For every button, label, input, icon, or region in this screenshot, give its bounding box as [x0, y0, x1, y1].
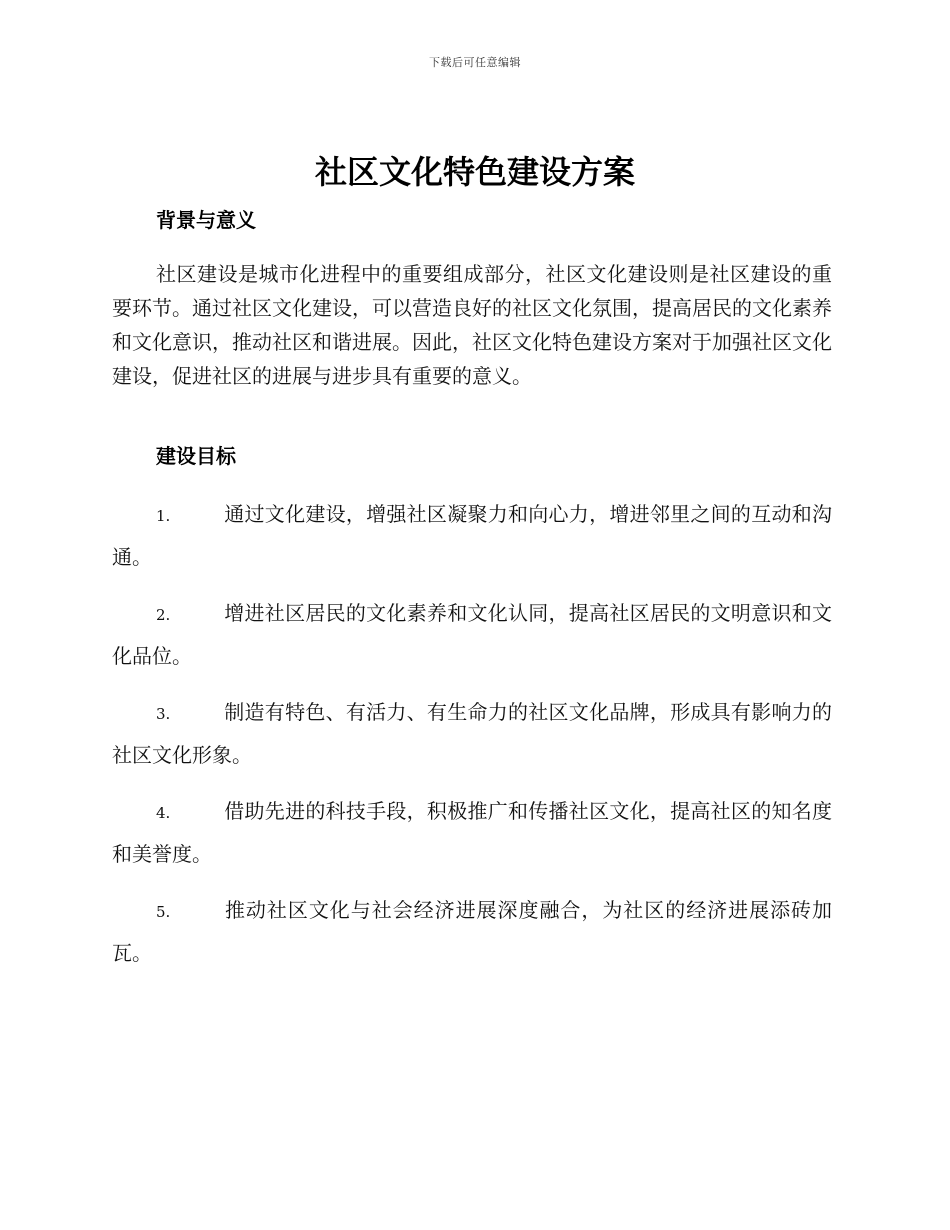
background-paragraph: 社区建设是城市化进程中的重要组成部分，社区文化建设则是社区建设的重要环节。通过社区文化建设，可以营造良好的社区文化氛围，提高居民的文化素养和文化意识，推动社区和谐进展。因此，社区文化特色建设方案对于加强社区文化建设，促进社区的进展与进步具有重要的意义。	[112, 262, 832, 388]
goal-item-1	[112, 494, 832, 578]
goal-list	[112, 494, 832, 989]
goal-text: 推动社区文化与社会经济进展深度融合，为社区的经济进展添砖加瓦。	[112, 898, 832, 965]
goal-number: 3.	[156, 705, 171, 723]
goal-number: 4.	[156, 804, 171, 822]
section-heading-goals: 建设目标	[156, 444, 236, 468]
section-heading-background: 背景与意义	[156, 208, 256, 232]
page-header-note: 下载后可任意编辑	[429, 56, 521, 69]
goal-text: 通过文化建设，增强社区凝聚力和向心力，增进邻里之间的互动和沟通。	[112, 502, 832, 569]
goal-item-2	[112, 593, 832, 677]
goal-number: 1.	[156, 507, 171, 525]
document-title: 社区文化特色建设方案	[314, 153, 635, 191]
goal-number: 5.	[156, 903, 171, 921]
goal-text: 增进社区居民的文化素养和文化认同，提高社区居民的文明意识和文化品位。	[112, 601, 832, 668]
goal-item-3	[112, 692, 832, 776]
goal-text: 制造有特色、有活力、有生命力的社区文化品牌，形成具有影响力的社区文化形象。	[112, 700, 832, 767]
goal-text: 借助先进的科技手段，积极推广和传播社区文化，提高社区的知名度和美誉度。	[112, 799, 832, 866]
goal-item-4	[112, 791, 832, 875]
goal-item-5	[112, 890, 832, 974]
goal-number: 2.	[156, 606, 171, 624]
